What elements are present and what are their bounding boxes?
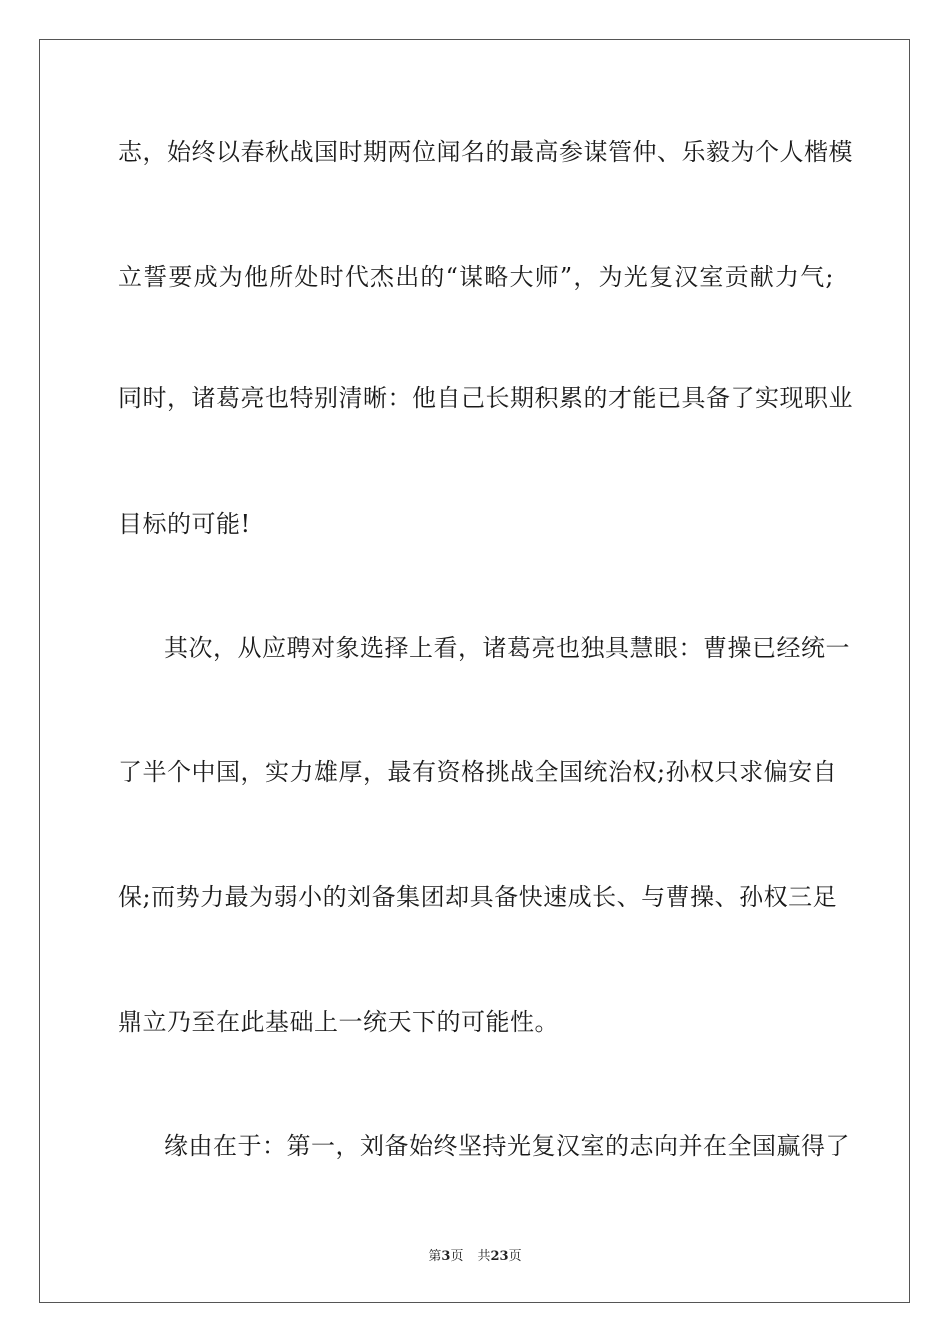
body-text-line-9: 缘由在于：第一，刘备始终坚持光复汉室的志向并在全国赢得了 [164, 1132, 850, 1160]
body-text-line-6: 了半个中国，实力雄厚，最有资格挑战全国统治权;孙权只求偏安自 [118, 758, 838, 786]
page-border [39, 39, 910, 1303]
body-text-line-5: 其次，从应聘对象选择上看，诸葛亮也独具慧眼：曹操已经统一 [164, 634, 850, 662]
total-prefix: 共 [477, 1249, 491, 1264]
body-text-line-7: 保;而势力最为弱小的刘备集团却具备快速成长、与曹操、孙权三足 [118, 883, 838, 911]
page-number: 3 [441, 1249, 451, 1264]
total-pages: 23 [490, 1249, 509, 1264]
body-text-line-3: 同时，诸葛亮也特别清晰：他自己长期积累的才能已具备了实现职业 [118, 384, 853, 412]
body-text-line-1: 志，始终以春秋战国时期两位闻名的最高参谋管仲、乐毅为个人楷模 [118, 138, 853, 166]
page-suffix: 页 [450, 1249, 464, 1264]
total-suffix: 页 [508, 1249, 522, 1264]
body-text-line-8: 鼎立乃至在此基础上一统天下的可能性。 [118, 1008, 559, 1036]
page-prefix: 第 [428, 1249, 442, 1264]
page-footer [0, 1249, 950, 1265]
body-text-line-4: 目标的可能! [118, 510, 251, 538]
body-text-line-2: 立誓要成为他所处时代杰出的“谋略大师”，为光复汉室贡献力气; [118, 263, 834, 291]
